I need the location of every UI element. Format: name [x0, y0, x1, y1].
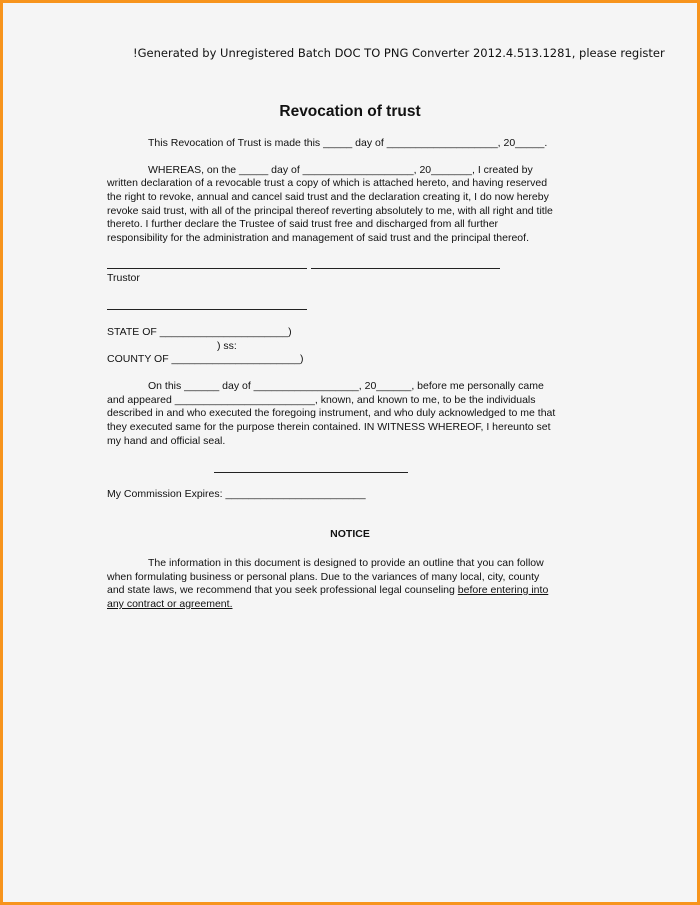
witness-signature-line	[311, 268, 500, 269]
whereas-line-2: written declaration of a revocable trust a copy of which is attached hereto, and having reserved	[107, 177, 548, 189]
notice-line-2: when formulating business or personal plans. Due to the variances of many local, city, county	[107, 571, 540, 583]
notice-underlined-text-1: before entering into	[457, 584, 549, 596]
notice-heading: NOTICE	[330, 528, 370, 540]
converter-watermark: !Generated by Unregistered Batch DOC TO PNG Converter 2012.4.513.1281, please register	[133, 46, 665, 60]
trustor-signature-line	[107, 268, 307, 269]
acknowledgment-line-5: my hand and official seal.	[107, 435, 226, 447]
intro-line: This Revocation of Trust is made this _____ day of ___________________, 20_____.	[148, 137, 548, 149]
trustor-label: Trustor	[107, 272, 140, 284]
notice-line-1: The information in this document is designed to provide an outline that you can follow	[148, 557, 544, 569]
acknowledgment-line-2: and appeared ________________________, known, and known to me, to be the individuals	[107, 394, 536, 406]
commission-expires-line: My Commission Expires: ________________________	[107, 488, 366, 500]
ss-line: ) ss:	[217, 340, 237, 352]
notice-line-3-text: and state laws, we recommend that you seek professional legal counseling	[107, 584, 455, 596]
notice-line-3	[107, 584, 548, 597]
blank-signature-line	[107, 309, 307, 310]
acknowledgment-line-3: described in and who executed the foregoing instrument, and who duly acknowledged to me that	[107, 407, 556, 419]
acknowledgment-line-1: On this ______ day of __________________, 20______, before me personally came	[148, 380, 544, 392]
whereas-line-4: revoke said trust, with all of the principal thereof reverting absolutely to me, with all right and title	[107, 205, 553, 217]
whereas-line-1: WHEREAS, on the _____ day of ___________________, 20_______, I created by	[148, 164, 533, 176]
document-title: Revocation of trust	[279, 103, 421, 120]
county-line: COUNTY OF ______________________)	[107, 353, 304, 365]
acknowledgment-line-4: they executed same for the purpose therein contained. IN WITNESS WHEREOF, I hereunto set	[107, 421, 551, 433]
whereas-line-5: thereto. I further declare the Trustee of said trust free and discharged from all further	[107, 218, 499, 230]
state-line: STATE OF ______________________)	[107, 326, 292, 338]
whereas-line-6: responsibility for the administration and management of said trust and the principal thereof.	[107, 232, 529, 244]
notice-underlined-text-2: any contract or agreement.	[107, 598, 233, 610]
notary-signature-line	[214, 472, 408, 473]
whereas-line-3: the right to revoke, annual and cancel said trust and the declaration creating it, I do now hereby	[107, 191, 549, 203]
